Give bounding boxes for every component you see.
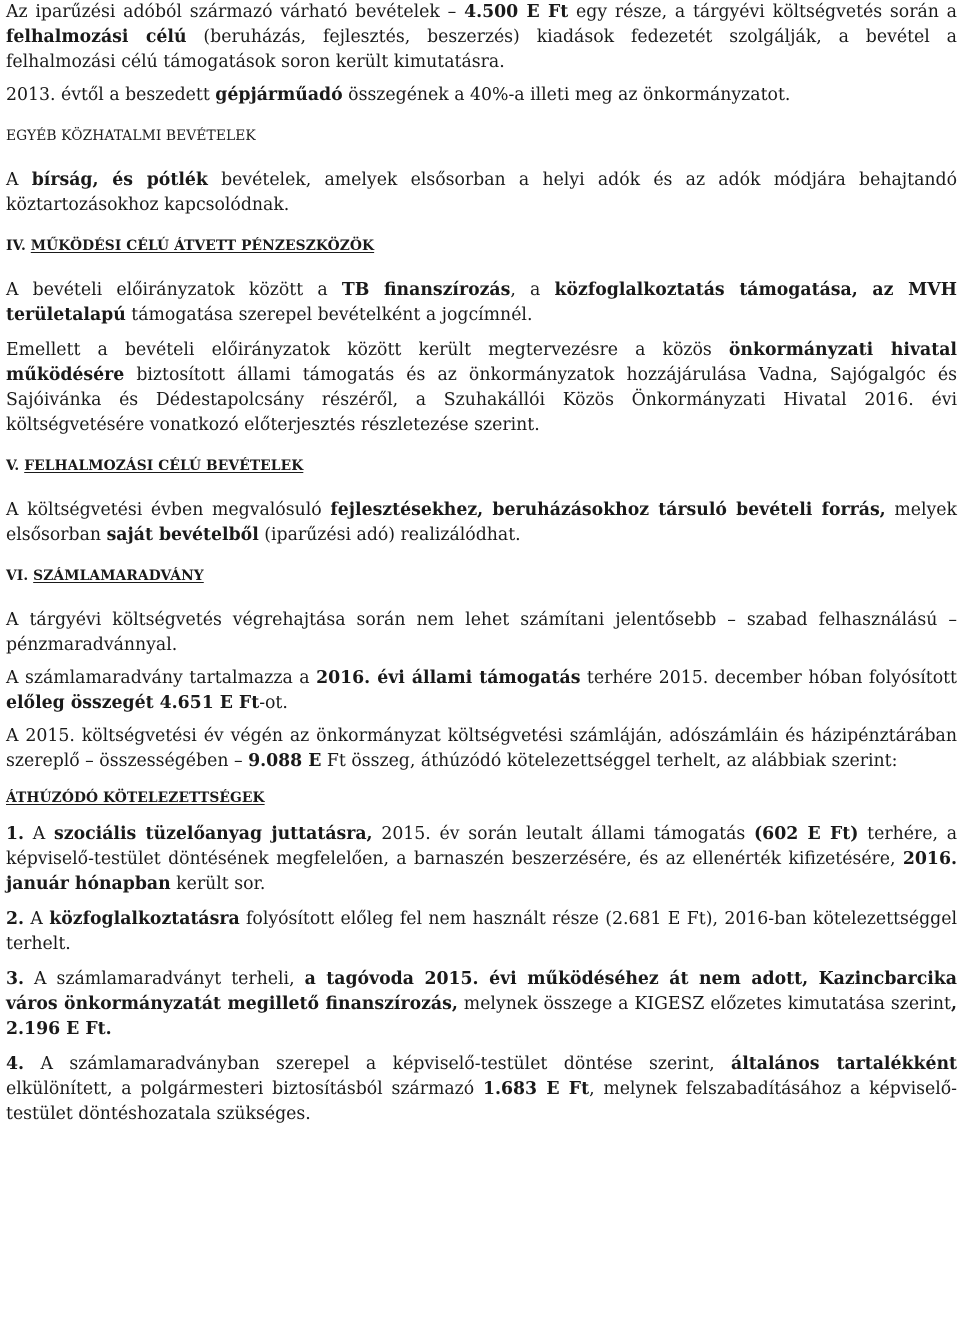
list-item-1-szocialis-tuzeloanyag: 1. A szociális tüzelőanyag juttatásra, 2015. év során leutalt állami támogatás (602 E Ft) terhére, a képviselő-testület döntésének megfelelően, a barnaszén beszerzésére, és az ellenérték kifizetésére, 2016. január hónapban került sor. bbox=[6, 824, 958, 894]
document-page bbox=[6, 0, 957, 1127]
heading-vi-szamlamaradvany: VI. SZÁMLAMARADVÁNY bbox=[6, 568, 204, 584]
paragraph-iv-eloiranyzatok: A bevételi előirányzatok között a TB finanszírozás, a közfoglalkoztatás támogatása, az MVH területalapú támogatása szerepel bevételként a jogcímnél. bbox=[6, 280, 957, 325]
paragraph-gepjarmuado: 2013. évtől a beszedett gépjárműadó összegének a 40%-a illeti meg az önkormányzatot. bbox=[6, 85, 791, 105]
list-item-3-tagovoda: 3. A számlamaradványt terheli, a tagóvoda 2015. évi működéséhez át nem adott, Kazincbarcika város önkormányzatát megillető finanszírozás, melynek összege a KIGESZ előzetes kimutatása szerint, 2.196 E Ft. bbox=[6, 969, 957, 1039]
paragraph-vi-allami-tamogatas: A számlamaradvány tartalmazza a 2016. évi állami támogatás terhére 2015. december hóban folyósított előleg összegét 4.651 E Ft-ot. bbox=[6, 668, 957, 713]
paragraph-iv-onkormanyzati-hivatal: Emellett a bevételi előirányzatok között került megtervezésre a közös önkormányzati hivatal működésére biztosított állami támogatás és az önkormányzatok hozzájárulása Vadna, Sajógalgóc és Sajóivánka és Dédestapolcsány részéről, a Szuhakállói Közös Önkormányzati Hivatal 2016. évi költségvetésére vonatkozó előterjesztés részletezése szerint. bbox=[6, 340, 957, 435]
paragraph-vi-koltsegvetesi-ev-vege: A 2015. költségvetési év végén az önkormányzat költségvetési számláján, adószámláin és házipénztárában szereplő – összességében – 9.088 E Ft összeg, áthúzódó kötelezettséggel terhelt, az alábbiak szerint: bbox=[6, 726, 957, 771]
list-item-4-altalanos-tartalek: 4. A számlamaradványban szerepel a képviselő-testület döntése szerint, általános tartalékként elkülönített, a polgármesteri biztosításból származó 1.683 E Ft, melynek felszabadításához a képviselő-testület döntéshozatala szükséges. bbox=[6, 1054, 957, 1124]
paragraph-iparuzesi-ado: Az iparűzési adóból származó várható bevételek – 4.500 E Ft egy része, a tárgyévi költségvetés során a felhalmozási célú (beruházás, fejlesztés, beszerzés) kiadások fedezetét szolgálják, a bevétel a felhalmozási célú támogatások soron került kimutatásra. bbox=[6, 2, 957, 72]
heading-iv-mukodesi-celu: IV. MŰKÖDÉSI CÉLÚ ÁTVETT PÉNZESZKÖZÖK bbox=[6, 238, 375, 254]
heading-egyeb-kozhatalmi-bevetelek: EGYÉB KÖZHATALMI BEVÉTELEK bbox=[6, 128, 256, 144]
heading-v-felhalmozasi-celu: V. FELHALMOZÁSI CÉLÚ BEVÉTELEK bbox=[6, 458, 304, 474]
paragraph-vi-penzmaradvany: A tárgyévi költségvetés végrehajtása során nem lehet számítani jelentősebb – szabad felhasználású – pénzmaradvánnyal. bbox=[6, 610, 957, 655]
heading-athuzodo-kotelezettsegek: ÁTHÚZÓDÓ KÖTELEZETTSÉGEK bbox=[6, 790, 265, 806]
paragraph-birsag-potlek: A bírság, és pótlék bevételek, amelyek elsősorban a helyi adók és az adók módjára behajtandó köztartozásokhoz kapcsolódnak. bbox=[6, 170, 957, 215]
list-item-2-kozfoglalkoztatas: 2. A közfoglalkoztatásra folyósított előleg fel nem használt része (2.681 E Ft), 2016-ban kötelezettséggel terhelt. bbox=[6, 909, 957, 954]
paragraph-v-fejlesztesek: A költségvetési évben megvalósuló fejlesztésekhez, beruházásokhoz társuló bevételi forrás, melyek elsősorban saját bevételből (iparűzési adó) realizálódhat. bbox=[6, 500, 957, 545]
